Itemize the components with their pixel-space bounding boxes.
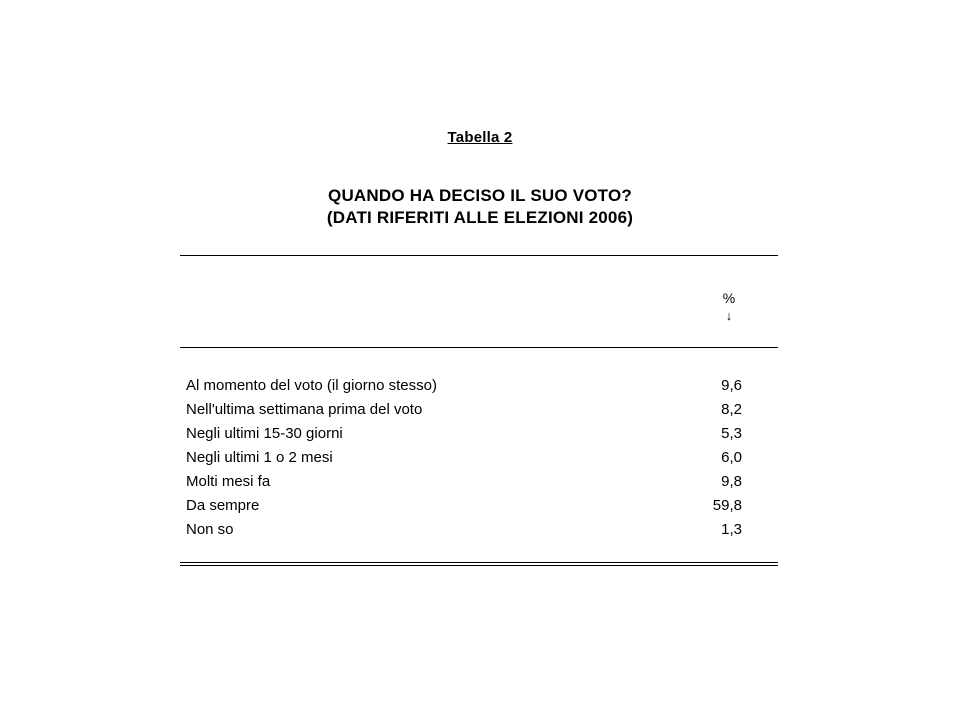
row-value: 5,3 [721, 425, 742, 442]
bottom-rule-lower [180, 565, 778, 566]
table-row [186, 398, 742, 422]
table-title-line-2: (DATI RIFERITI ALLE ELEZIONI 2006) [326, 208, 634, 227]
table-title-line-1: QUANDO HA DECISO IL SUO VOTO? [328, 186, 632, 205]
row-label: Negli ultimi 15-30 giorni [186, 425, 343, 442]
row-label: Da sempre [186, 497, 260, 514]
table-row [186, 422, 742, 446]
column-header-percent: % [722, 290, 736, 306]
table-caption: Tabella 2 [447, 129, 513, 146]
row-value: 8,2 [721, 401, 742, 418]
row-label: Molti mesi fa [186, 473, 271, 490]
row-value: 6,0 [721, 449, 742, 466]
row-value: 9,8 [721, 473, 742, 490]
row-label: Nell'ultima settimana prima del voto [186, 401, 423, 418]
table-body [186, 374, 742, 542]
row-value: 9,6 [721, 377, 742, 394]
column-header-symbol-icon: ↓ [725, 308, 733, 323]
bottom-rule-upper [180, 562, 778, 563]
table-row [186, 470, 742, 494]
table-row [186, 518, 742, 542]
table-row [186, 446, 742, 470]
row-value: 59,8 [712, 497, 742, 514]
table-row [186, 494, 742, 518]
top-rule [180, 255, 778, 256]
table-row [186, 374, 742, 398]
table-title [0, 185, 960, 229]
header-rule [180, 347, 778, 348]
row-label: Non so [186, 521, 234, 538]
row-value: 1,3 [721, 521, 742, 538]
row-label: Negli ultimi 1 o 2 mesi [186, 449, 333, 466]
row-label: Al momento del voto (il giorno stesso) [186, 377, 437, 394]
column-header [700, 290, 758, 324]
